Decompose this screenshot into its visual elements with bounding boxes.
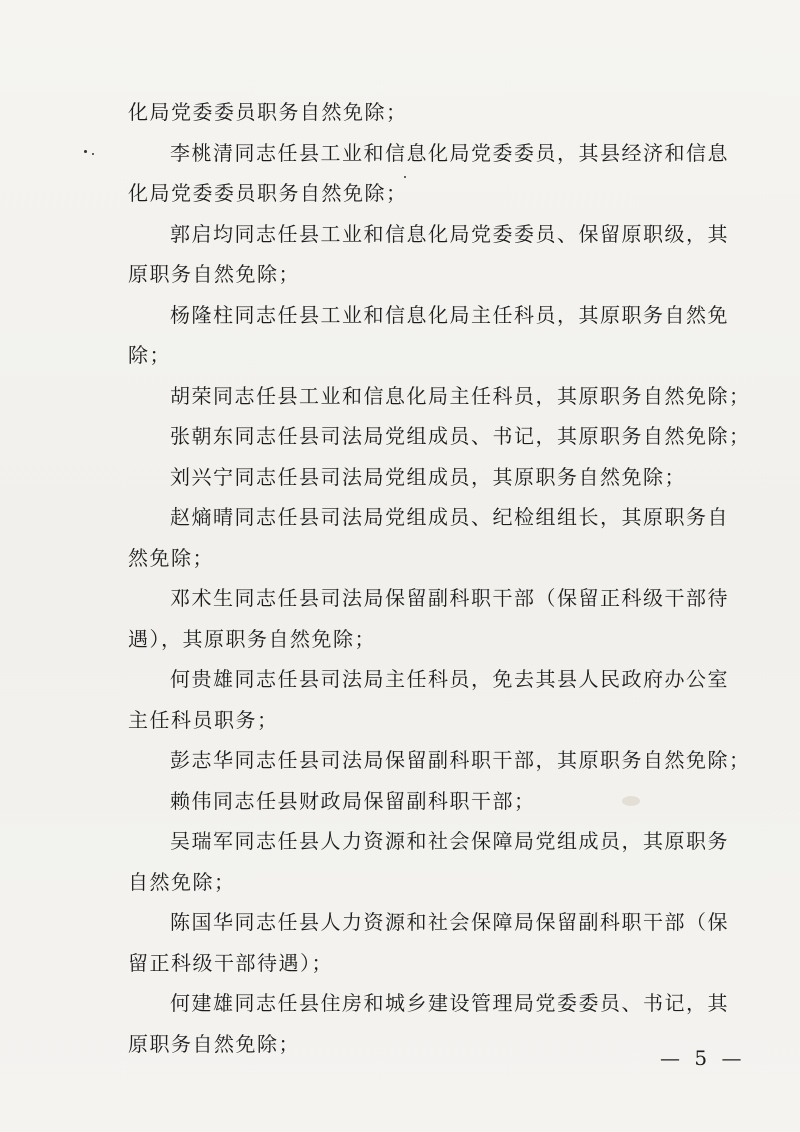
text-line: 陈国华同志任县人力资源和社会保障局保留副科职干部（保 [170, 910, 729, 934]
text-line: 邓术生同志任县司法局保留副科职干部（保留正科级干部待 [170, 586, 729, 610]
text-line: 除； [128, 343, 171, 367]
text-line: 化局党委委员职务自然免除； [128, 181, 408, 205]
text-line: 遇），其原职务自然免除； [128, 626, 376, 651]
text-line: 李桃清同志任县工业和信息化局党委委员，其县经济和信息 [170, 140, 729, 165]
page-number: — 5 — [660, 1046, 746, 1070]
text-line: 胡荣同志任县工业和信息化局主任科员，其原职务自然免除； [170, 383, 751, 408]
text-line: 原职务自然免除； [128, 262, 300, 286]
text-line: 自然免除； [128, 869, 236, 894]
text-line: 杨隆柱同志任县工业和信息化局主任科员，其原职务自然免 [170, 302, 729, 327]
text-line: 张朝东同志任县司法局党组成员、书记，其原职务自然免除； [170, 424, 751, 448]
text-line: 留正科级干部待遇）； [128, 950, 333, 975]
text-line: 郭启均同志任县工业和信息化局党委委员、保留原职级，其 [170, 221, 729, 246]
text-line: 何贵雄同志任县司法局主任科员，免去其县人民政府办公室 [170, 667, 729, 691]
text-line: 何建雄同志任县住房和城乡建设管理局党委委员、书记，其 [170, 991, 729, 1015]
scan-speck [92, 153, 94, 155]
text-line: 化局党委委员职务自然免除； [128, 100, 408, 124]
text-line: 主任科员职务； [128, 707, 279, 732]
text-line: 彭志华同志任县司法局保留副科职干部，其原职务自然免除； [170, 748, 751, 772]
text-line: 吴瑞军同志任县人力资源和社会保障局党组成员，其原职务 [170, 829, 729, 853]
scan-speck [84, 150, 87, 153]
document-body [128, 92, 751, 1064]
text-line: 原职务自然免除； [128, 1031, 300, 1056]
text-line: 然免除； [128, 545, 214, 570]
text-line: 赵熵晴同志任县司法局党组成员、纪检组组长，其原职务自 [170, 505, 729, 529]
text-line: 刘兴宁同志任县司法局党组成员，其原职务自然免除； [170, 464, 686, 489]
text-line: 赖伟同志任县财政局保留副科职干部； [170, 788, 536, 813]
